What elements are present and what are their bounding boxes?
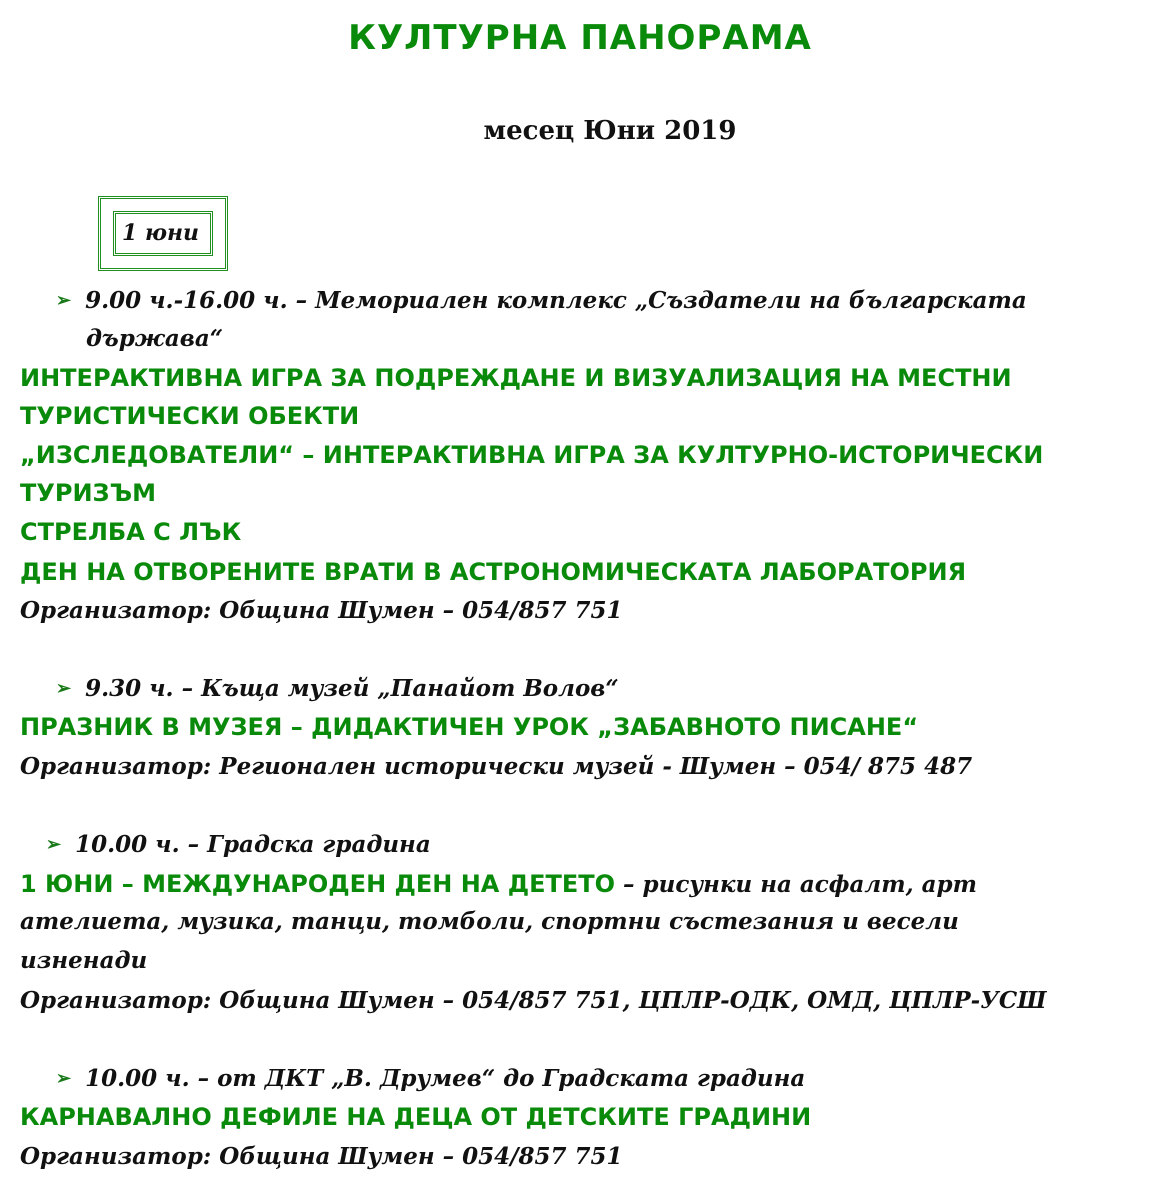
date-label: 1 юни [122,220,200,246]
arrow-bullet-icon: ➢ [46,834,62,855]
event-3-activity-2: ателиета, музика, танци, томболи, спортни състезания и весели [20,908,959,935]
event-3-activity-title: 1 ЮНИ – МЕЖДУНАРОДЕН ДЕН НА ДЕТЕТО [20,870,616,898]
event-1-activity-1: ИНТЕРАКТИВНА ИГРА ЗА ПОДРЕЖДАНЕ И ВИЗУАЛИЗАЦИЯ НА МЕСТНИ [20,364,1012,392]
event-4-heading [56,1063,805,1097]
date-box-inner [113,211,213,256]
event-3-activity-desc: – рисунки на асфалт, арт [615,871,977,898]
event-3-heading-text: 10.00 ч. – Градска градина [75,831,431,858]
event-4-activity-1: КАРНАВАЛНО ДЕФИЛЕ НА ДЕЦА ОТ ДЕТСКИТЕ ГРАДИНИ [20,1103,812,1131]
event-3-activity-1 [20,868,977,901]
event-2-heading-text: 9.30 ч. – Къща музей „Панайот Волов“ [85,675,619,702]
page-title: КУЛТУРНА ПАНОРАМА [348,18,812,58]
arrow-bullet-icon: ➢ [56,290,72,311]
event-1-activity-4: ТУРИЗЪМ [20,479,157,507]
event-1-activity-3: „ИЗСЛЕДОВАТЕЛИ“ – ИНТЕРАКТИВНА ИГРА ЗА КУЛТУРНО-ИСТОРИЧЕСКИ [20,441,1044,469]
event-2-activity-1: ПРАЗНИК В МУЗЕЯ – ДИДАКТИЧЕН УРОК „ЗАБАВНОТО ПИСАНЕ“ [20,713,919,741]
page-subtitle: месец Юни 2019 [483,116,737,146]
event-2-heading [56,673,619,707]
date-box [98,196,228,271]
event-1-activity-2: ТУРИСТИЧЕСКИ ОБЕКТИ [20,402,360,430]
event-4-organizer: Организатор: Община Шумен – 054/857 751 [20,1143,623,1170]
event-1-organizer: Организатор: Община Шумен – 054/857 751 [20,597,623,624]
event-1-heading-text: 9.00 ч.-16.00 ч. – Мемориален комплекс „Създатели на българската [85,287,1027,314]
arrow-bullet-icon: ➢ [56,1068,72,1089]
event-1-heading-continued: държава“ [86,325,223,352]
event-1-activity-5: СТРЕЛБА С ЛЪК [20,518,242,546]
arrow-bullet-icon: ➢ [56,678,72,699]
event-3-heading [46,829,431,863]
event-3-organizer: Организатор: Община Шумен – 054/857 751, ЦПЛР-ОДК, ОМД, ЦПЛР-УСШ [20,987,1047,1014]
event-3-activity-3: изненади [20,947,148,974]
event-2-organizer: Организатор: Регионален исторически музей - Шумен – 054/ 875 487 [20,753,973,780]
event-1-activity-6: ДЕН НА ОТВОРЕНИТЕ ВРАТИ В АСТРОНОМИЧЕСКАТА ЛАБОРАТОРИЯ [20,558,967,586]
event-4-heading-text: 10.00 ч. – от ДКТ „В. Друмев“ до Градската градина [85,1065,806,1092]
event-1-heading [56,285,1027,319]
